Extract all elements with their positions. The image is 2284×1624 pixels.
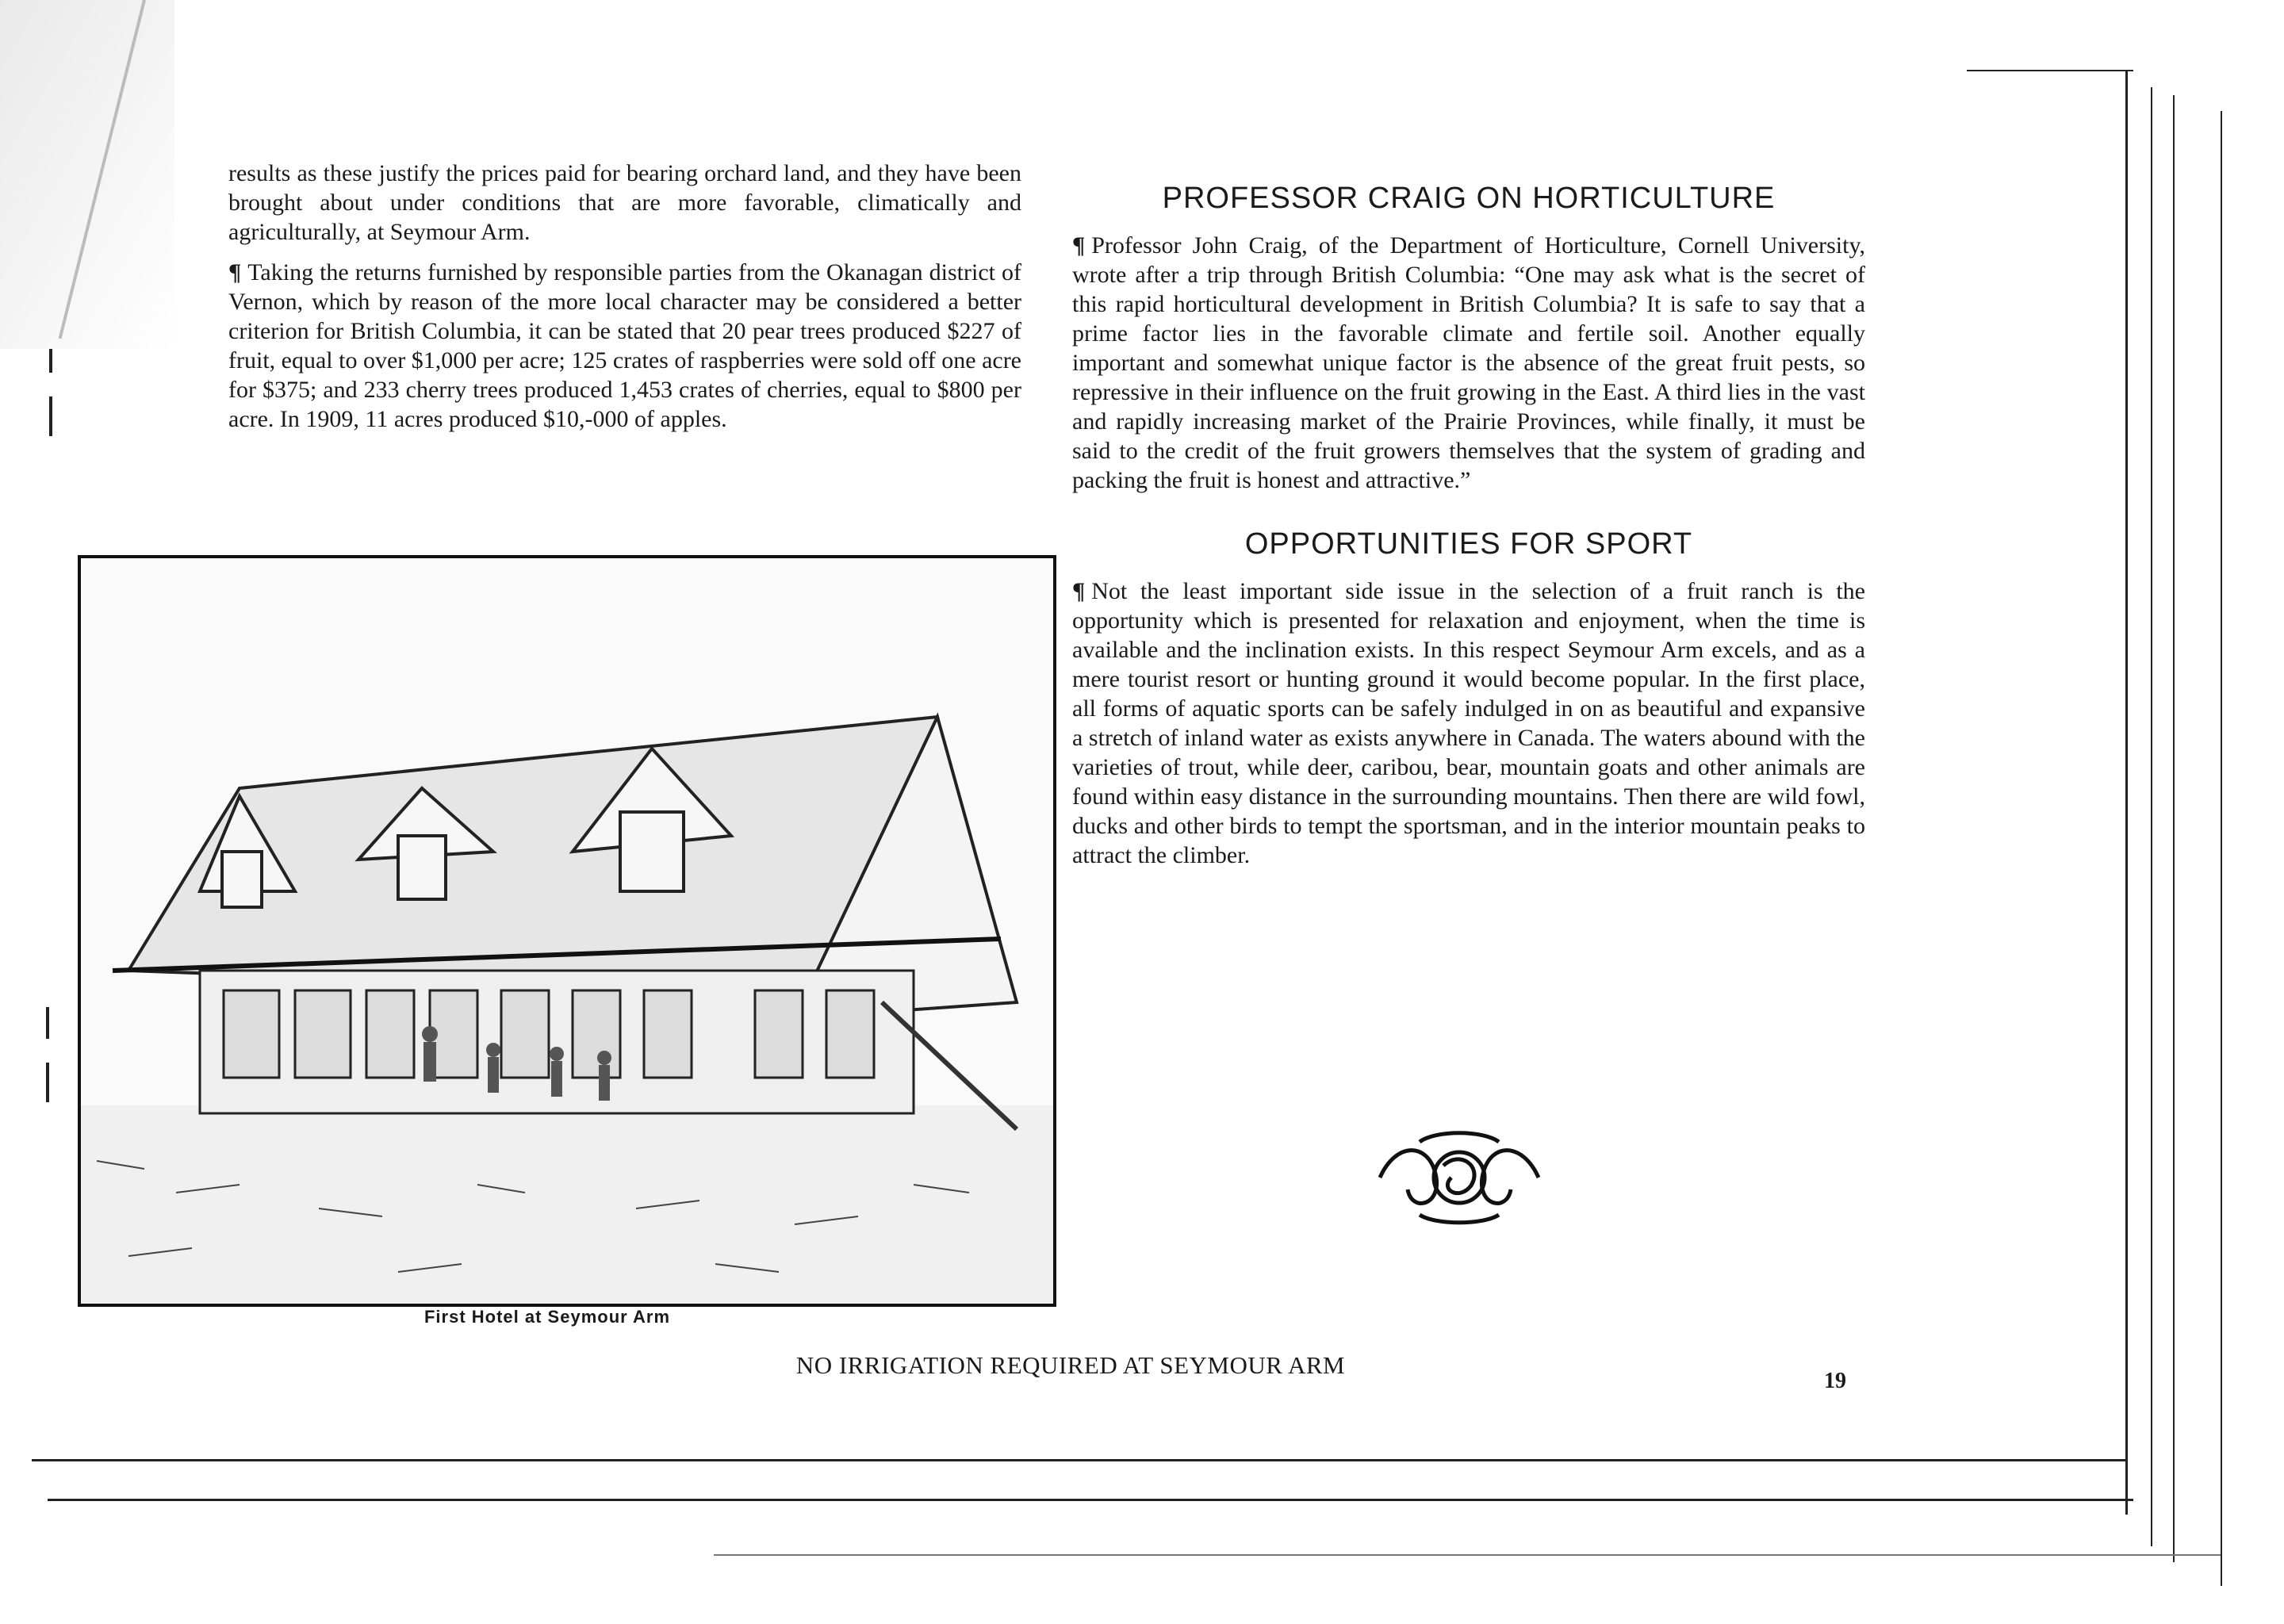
page-number: 19: [1824, 1369, 1846, 1393]
page-edge-bottom: [32, 1459, 2125, 1461]
right-paragraph-1: [1072, 231, 1865, 495]
pilcrow-icon: ¶: [1072, 578, 1086, 604]
hotel-illustration: [81, 558, 1053, 1304]
left-paragraph-2-text: Taking the returns furnished by responsible parties from the Okanagan district of Vernon, which by reason of the more local character may be considered a better criterion for British Columbia, it can be stated that 20 pear trees produced $227 of fruit, equal to over $1,000 per acre; 125 crates of raspberries were sold off one acre for $375; and 233 cherry trees produced 1,453 crates of cherries, equal to $800 per acre. In 1909, 11 acres produced $10,-000 of apples.: [228, 259, 1021, 432]
hotel-photo: [78, 555, 1056, 1307]
binding-mark: [49, 396, 52, 436]
page-curl: [0, 0, 174, 349]
page-edge-bottom-2: [48, 1499, 2133, 1501]
left-paragraph-2: [228, 258, 1021, 434]
page-edge-right-2: [2151, 87, 2152, 1546]
ornament-icon: [1372, 1126, 1546, 1229]
heading-opportunities-sport: OPPORTUNITIES FOR SPORT: [1244, 527, 1693, 561]
page-edge-bottom-3: [714, 1554, 2221, 1556]
left-paragraph-1: results as these justify the prices paid for bearing orchard land, and they have been brought about under conditions that are more favorable, climatically and agriculturally, at Seymour Arm.: [228, 160, 1021, 245]
right-paragraph-2-text: Not the least important side issue in the selection of a fruit ranch is the opportunity which is presented for relaxation and enjoyment, when the time is available and the inclination exists. In this respect Seymour Arm excels, and as a mere tourist resort or hunting ground it would become popular. In the first place, all forms of aquatic sports can be safely indulged in on as beautiful and expansive a stretch of inland water as exists anywhere in Canada. The waters abound with the varieties of trout, while deer, caribou, bear, mountain goats and other animals are found within easy distance in the surrounding mountains. Then there are wild fowl, ducks and other birds to tempt the sportsman, and in the interior mountain peaks to attract the climber.: [1072, 578, 1865, 868]
page-edge-right-3: [2173, 95, 2175, 1562]
page-edge-right-4: [2221, 111, 2222, 1586]
right-paragraph-1-text: Professor John Craig, of the Department of Horticulture, Cornell University, wrote after a trip through British Columbia: “One may ask what is the secret of this rapid horticultural development in British Columbia? It is safe to say that a prime factor lies in the favorable climate and fertile soil. Another equally important and somewhat unique factor is the absence of the great fruit pests, so repressive in their influence on the fruit growing in the East. A third lies in the vast and rapidly increasing market of the Prairie Provinces, while finally, it must be said to the credit of the fruit growers themselves that the system of grading and packing the fruit is honest and attractive.”: [1072, 232, 1865, 493]
photo-caption: First Hotel at Seymour Arm: [423, 1307, 671, 1327]
right-column: [1072, 184, 1865, 881]
heading-professor-craig: PROFESSOR CRAIG ON HORTICULTURE: [1162, 182, 1776, 215]
right-paragraph-2: [1072, 576, 1865, 870]
page-edge-top: [1967, 70, 2133, 71]
pilcrow-icon: ¶: [228, 259, 242, 285]
footer-slogan: NO IRRIGATION REQUIRED AT SEYMOUR ARM: [795, 1351, 1346, 1379]
page-edge-right: [2125, 71, 2128, 1515]
pilcrow-icon: ¶: [1072, 232, 1086, 259]
binding-mark: [46, 1007, 49, 1039]
left-column: [228, 159, 1021, 445]
binding-mark: [46, 1063, 49, 1102]
